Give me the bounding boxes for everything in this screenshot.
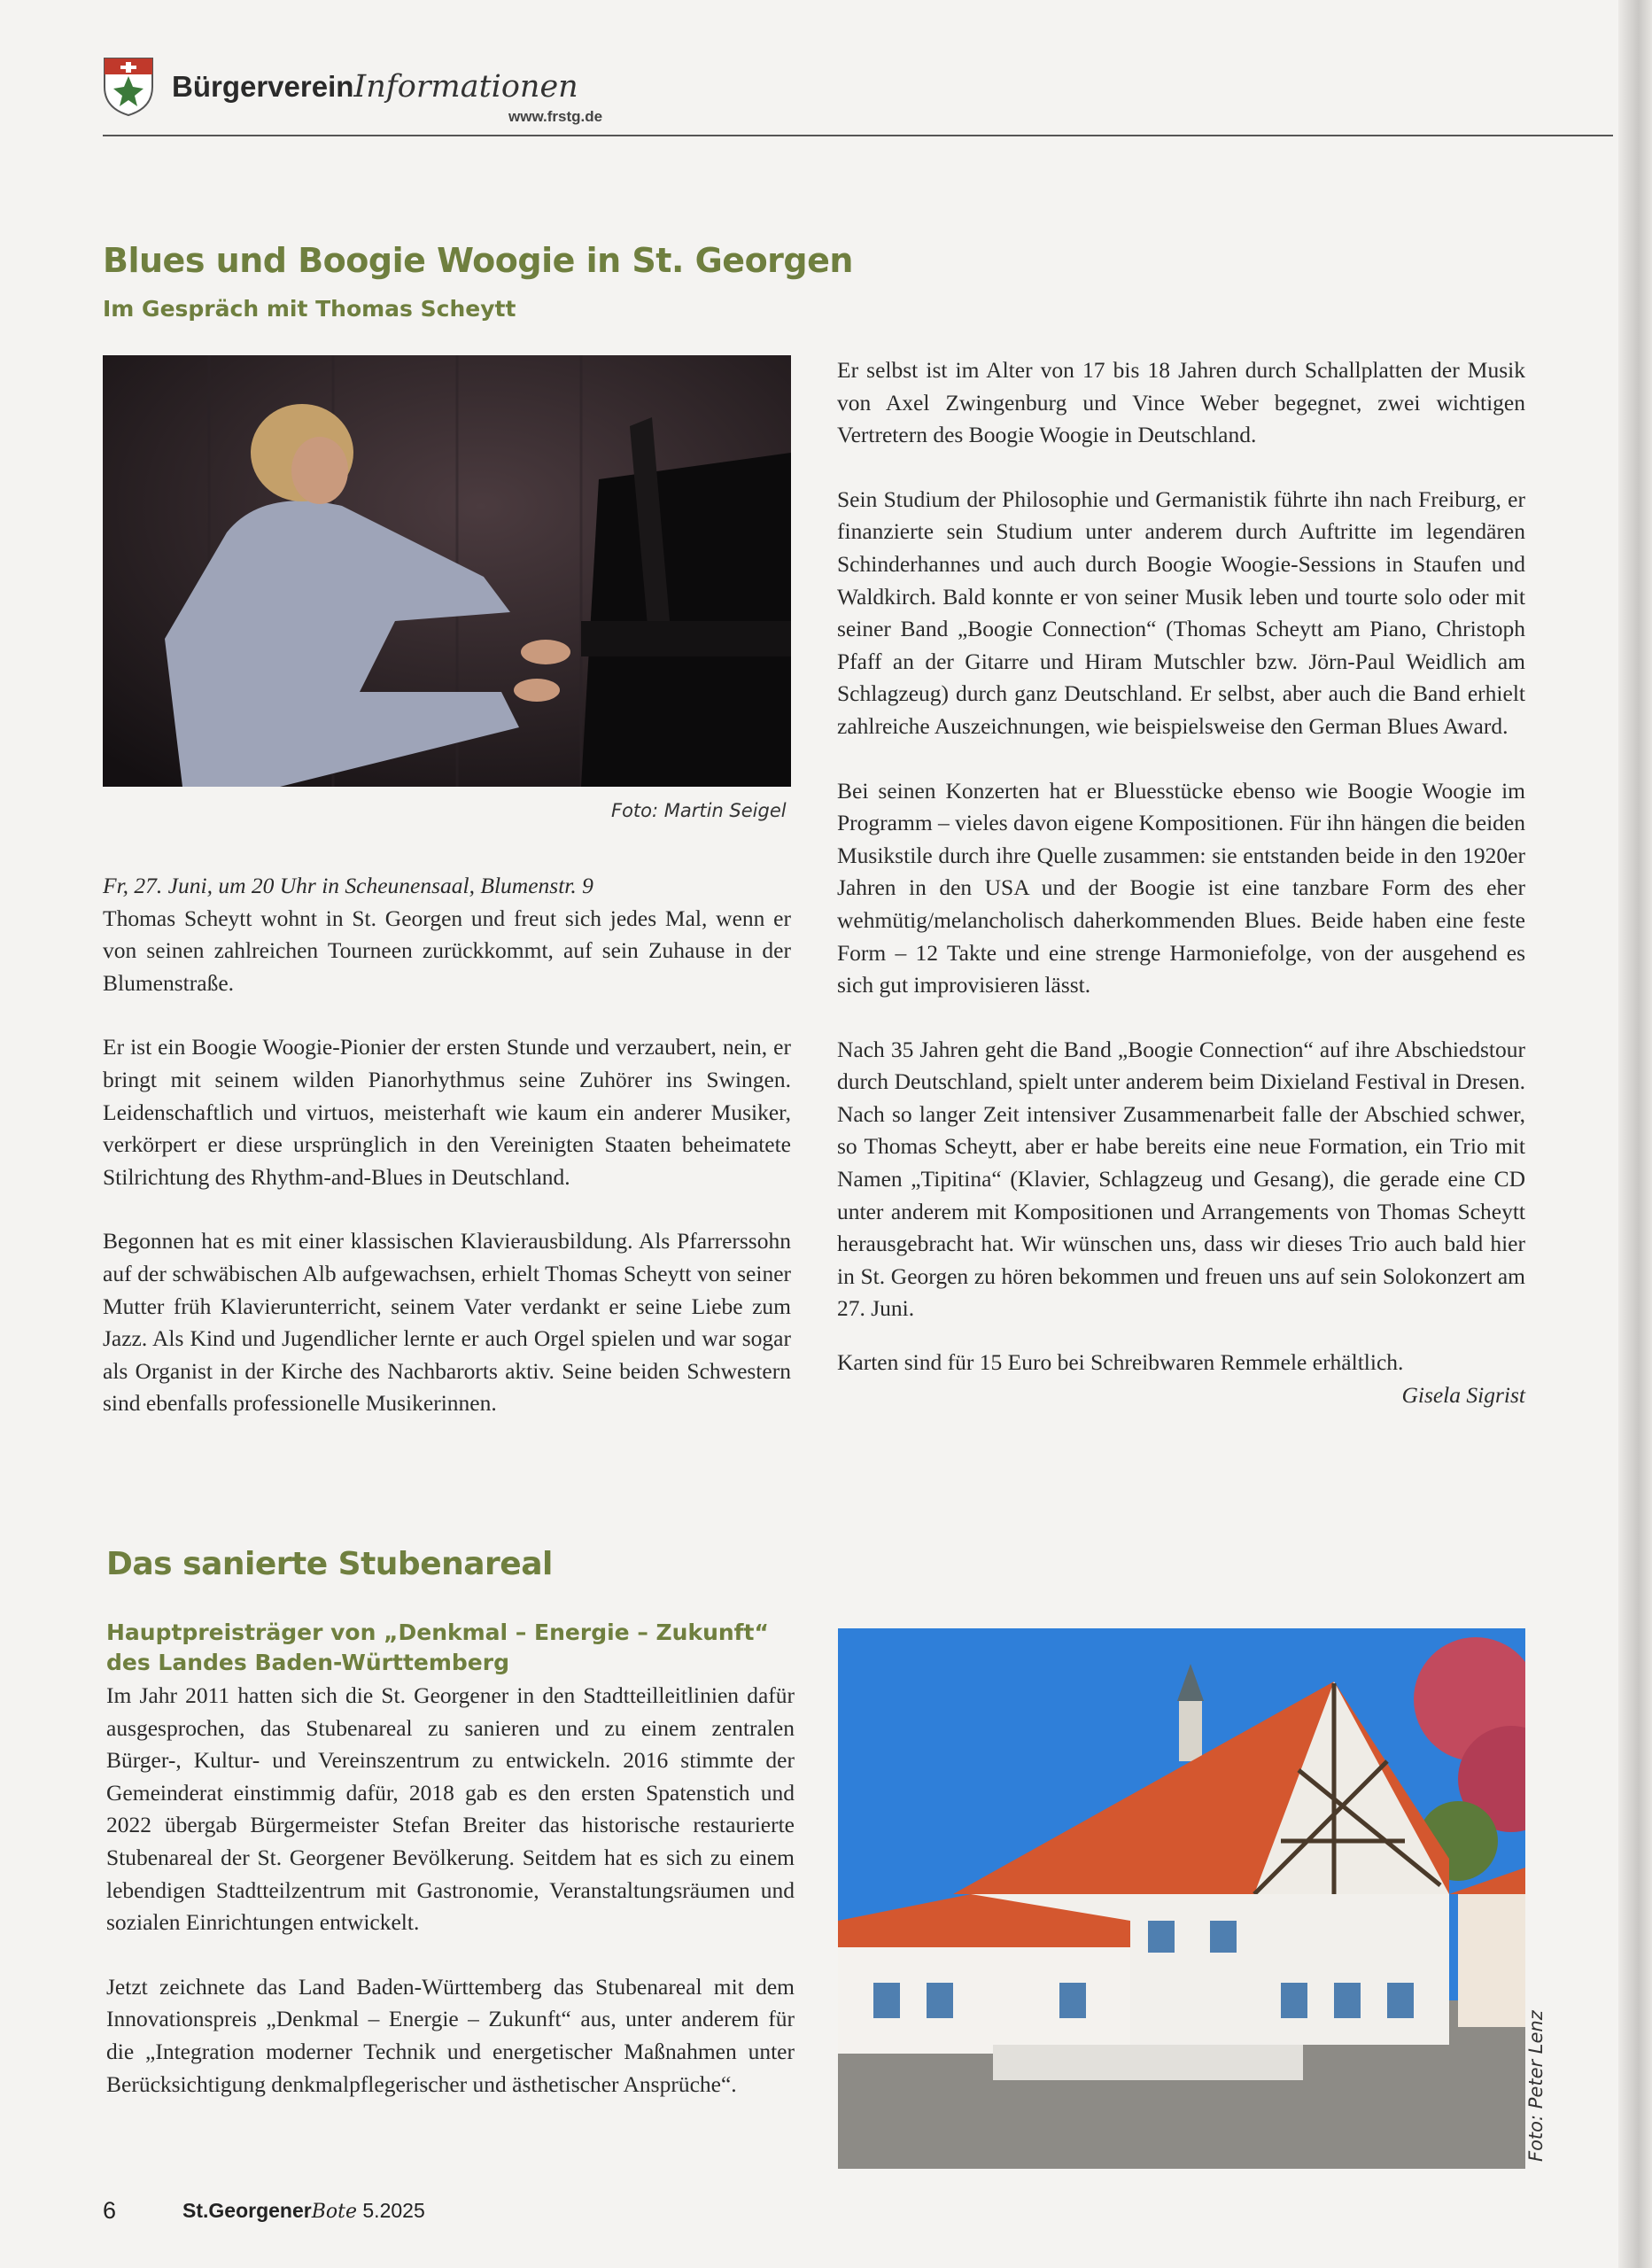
coat-of-arms-icon <box>103 57 154 117</box>
article2-column <box>106 1680 795 2132</box>
header-divider <box>103 135 1613 136</box>
article1-paragraph: Er ist ein Boogie Woogie-Pionier der ersten Stunde und verzaubert, nein, er bringt mit seinem wilden Pianorhythmus seine Zuhörer ins Swingen. Leidenschaftlich und virtuos, meisterhaft wie kaum ein anderer Musiker, verkörpert er diese ursprünglich in den Vereinigten Staaten beheimatete Stilrichtung des Rhythm-and-Blues in Deutschland. <box>103 1034 791 1190</box>
article1-paragraph: Sein Studium der Philosophie und Germanistik führte ihn nach Freiburg, er finanzierte sein Studium unter anderem durch Auftritte im legendären Schinderhannes und auch durch Boogie Woogie-Sessions in Staufen und Waldkirch. Bald konnte er von seiner Musik leben und tourte solo oder mit seiner Band „Boogie Connection“ (Thomas Scheytt am Piano, Christoph Pfaff an der Gitarre und Hiram Mutschler bzw. Jörn-Paul Weidlich am Schlagzeug) durch ganz Deutschland. Er selbst, aber auch die Band erhielt zahlreiche Auszeichnungen, wie beispielsweise den German Blues Award. <box>837 485 1525 739</box>
article1-paragraph: Bei seinen Konzerten hat er Bluesstücke ebenso wie Boogie Woogie im Programm – vieles davon eigene Kompositionen. Für ihn hängen die beiden Musikstile durch ihre Quelle zusammen: sie entstanden beide in den 1920er Jahren in den USA und der Boogie ist eine tanzbare Form des eher wehmütig/melancholisch daherkommenden Blues. Beide haben eine feste Form – 12 Takte und eine strenge Harmoniefolge, von der ausgehend es sich gut improvisieren lässt. <box>837 777 1525 998</box>
article1-right-column <box>837 354 1525 1411</box>
brand-italic-text: Informationen <box>353 69 578 105</box>
page-header <box>103 57 1613 138</box>
page-edge <box>1618 0 1652 2268</box>
article1-paragraph: Er selbst ist im Alter von 17 bis 18 Jahren durch Schallplatten der Musik von Axel Zwingenburg und Vince Weber begegnet, zwei wichtigen Vertretern des Boogie Woogie in Deutschland. <box>837 357 1525 448</box>
article1-paragraph: Nach 35 Jahren geht die Band „Boogie Connection“ auf ihre Abschiedstour durch Deutschland, spielt unter anderem beim Dixieland Festival in Dresen. Nach so langer Zeit intensiver Zusammenarbeit falle der Abschied schwer, so Thomas Scheytt, aber er habe bereits eine neue Formation, ein Trio mit Namen „Tipitina“ (Klavier, Schlagzeug und Gesang), die gerade eine CD unter anderem mit Kompositionen und Arrangements von Thomas Scheytt herausgebracht hat. Wir wünschen uns, dass wir dieses Trio auch bald hier in St. Georgen zu hören bekommen und freuen uns auf sein Solokonzert am 27. Juni. <box>837 1036 1525 1322</box>
article2-paragraph: Jetzt zeichnete das Land Baden-Württemberg das Stubenareal mit dem Innovationspreis „Denkmal – Energie – Zukunft“ aus, unter anderem für die „Integration moderner Technik und energetischer Maßnahmen unter Berücksichtigung denkmalpflegerischer und ästhetischer Ansprüche“. <box>106 1973 795 2097</box>
article1-title: Blues und Boogie Woogie in St. Georgen <box>103 241 853 280</box>
article1-subtitle: Im Gespräch mit Thomas Scheytt <box>103 296 516 322</box>
stubenareal-photo <box>838 1628 1525 2169</box>
article1-left-column <box>103 870 791 1452</box>
footer-issue: 5.2025 <box>362 2199 425 2222</box>
article1-paragraph: Begonnen hat es mit einer klassischen Klavierausbildung. Als Pfarrerssohn auf der schwäbischen Alb aufgewachsen, erhielt Thomas Scheytt von seiner Mutter früh Klavierunterricht, seinem Vater verdankt er seine Liebe zum Jazz. Als Kind und Jugendlicher lernte er auch Orgel spielen und war sogar als Organist in der Kirche des Nachbarorts aktiv. Seine beiden Schwestern sind ebenfalls professionelle Musikerinnen. <box>103 1228 791 1417</box>
article2-paragraph: Im Jahr 2011 hatten sich die St. Georgener in den Stadtteilleitlinien dafür ausgesprochen, das Stubenareal zu sanieren und zu einem zentralen Bürger-, Kultur- und Vereinszentrum zu entwickeln. 2016 stimmte der Gemeinderat einstimmig dafür, 2018 gab es den ersten Spatenstich und 2022 übergab Bürgermeister Stefan Breiter das historische restaurierte Stubenareal der St. Georgener Bevölkerung. Seitdem hat es sich zu einem lebendigen Stadtteilzentrum mit Gastronomie, Veranstaltungsräumen und sozialen Einrichtungen entwickelt. <box>106 1682 795 1936</box>
page-number: 6 <box>103 2197 117 2224</box>
footer-brand <box>182 2199 425 2223</box>
footer-brand-italic: Bote <box>311 2201 357 2223</box>
brand-title <box>172 69 578 105</box>
header-url[interactable]: www.frstg.de <box>508 108 603 125</box>
pianist-photo <box>103 355 791 787</box>
tickets-info: Karten sind für 15 Euro bei Schreibwaren Remmele erhältlich. <box>837 1349 1404 1376</box>
article2-title: Das sanierte Stubenareal <box>106 1546 553 1582</box>
footer-brand-bold: St.Georgener <box>182 2199 312 2222</box>
article1-photo-caption: Foto: Martin Seigel <box>611 800 787 821</box>
brand-bold-text: Bürgerverein <box>172 70 354 103</box>
article2-photo-caption: Foto: Peter Lenz <box>1525 2010 1547 2162</box>
event-line: Fr, 27. Juni, um 20 Uhr in Scheunensaal, Blumenstr. 9 <box>103 873 593 898</box>
article1-paragraph: Thomas Scheytt wohnt in St. Georgen und freut sich jedes Mal, wenn er von seinen zahlreichen Tourneen zurückkommt, auf sein Zuhause in der Blumenstraße. <box>103 905 791 996</box>
article1-author: Gisela Sigrist <box>1401 1381 1525 1408</box>
article2-subtitle: Hauptpreisträger von „Denkmal – Energie – Zukunft“ des Landes Baden-Württemberg <box>106 1619 769 1675</box>
